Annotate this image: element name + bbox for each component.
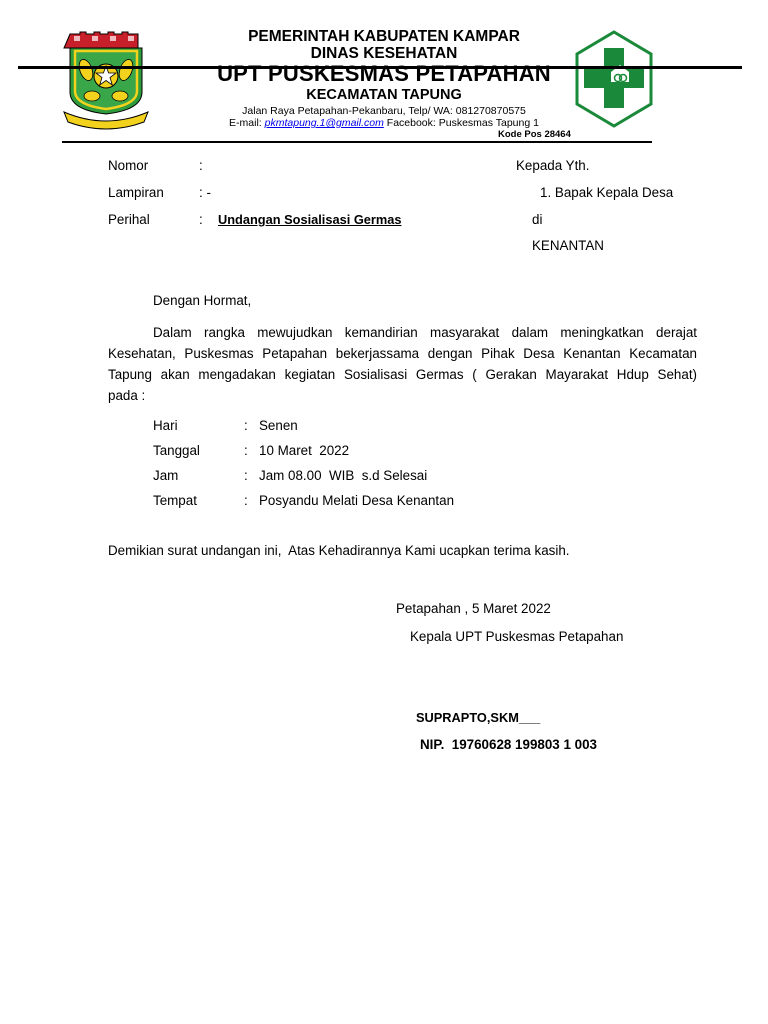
email-link[interactable]: pkmtapung.1@gmail.com	[264, 117, 384, 129]
signer-name: SUPRAPTO,SKM___	[416, 710, 541, 725]
lampiran-label: Lampiran	[108, 185, 164, 200]
detail-value-hari: Senen	[259, 418, 298, 433]
perihal-value: Undangan Sosialisasi Germas	[218, 212, 402, 227]
detail-value-jam: Jam 08.00 WIB s.d Selesai	[259, 468, 428, 483]
salutation: Dengan Hormat,	[153, 293, 252, 308]
postal-code: Kode Pos 28464	[498, 129, 571, 140]
lampiran-value: : -	[199, 185, 211, 200]
paragraph-line: Dalam rangka mewujudkan kemandirian masyarakat dalam meningkatkan derajat	[153, 325, 697, 340]
paragraph-line: Kesehatan, Puskesmas Petapahan bekerjassama dengan Pihak Desa Kenantan Kecamatan	[108, 346, 697, 361]
letterhead-contact	[0, 117, 768, 129]
signer-nip: NIP. 19760628 199803 1 003	[420, 737, 597, 752]
letterhead-subtitle: KECAMATAN TAPUNG	[306, 87, 462, 103]
paragraph-line: Tapung akan mengadakan kegiatan Sosialisasi Germas ( Gerakan Mayarakat Hdup Sehat)	[108, 367, 697, 382]
signer-position: Kepala UPT Puskesmas Petapahan	[410, 629, 624, 644]
letterhead-address: Jalan Raya Petapahan-Pekanbaru, Telp/ WA: 081270870575	[242, 105, 526, 117]
detail-colon: :	[244, 493, 248, 508]
recipient-place: KENANTAN	[532, 238, 604, 253]
nomor-value: :	[199, 158, 203, 173]
detail-label-hari: Hari	[153, 418, 178, 433]
recipient-di: di	[532, 212, 543, 227]
facebook-text: Facebook: Puskesmas Tapung 1	[386, 117, 539, 129]
perihal-label: Perihal	[108, 212, 150, 227]
paragraph-line: pada :	[108, 388, 146, 403]
letterhead-title: UPT PUSKESMAS PETAPAHAN	[217, 61, 551, 86]
detail-value-tanggal: 10 Maret 2022	[259, 443, 350, 458]
place-date: Petapahan , 5 Maret 2022	[396, 601, 551, 616]
detail-label-tempat: Tempat	[153, 493, 197, 508]
letterhead-bottom-rule	[62, 141, 652, 143]
email-label: E-mail:	[229, 117, 262, 129]
body-paragraph	[108, 322, 697, 406]
government-name: PEMERINTAH KABUPATEN KAMPAR	[248, 28, 520, 45]
nomor-label: Nomor	[108, 158, 149, 173]
detail-label-jam: Jam	[153, 468, 179, 483]
detail-label-tanggal: Tanggal	[153, 443, 200, 458]
recipient-name: 1. Bapak Kepala Desa	[540, 185, 674, 200]
detail-colon: :	[244, 443, 248, 458]
perihal-colon: :	[199, 212, 203, 227]
detail-value-tempat: Posyandu Melati Desa Kenantan	[259, 493, 455, 508]
agency-name: DINAS KESEHATAN	[310, 45, 458, 62]
closing-text: Demikian surat undangan ini, Atas Kehadirannya Kami ucapkan terima kasih.	[108, 543, 570, 558]
detail-colon: :	[244, 468, 248, 483]
detail-colon: :	[244, 418, 248, 433]
recipient-greeting: Kepada Yth.	[516, 158, 590, 173]
